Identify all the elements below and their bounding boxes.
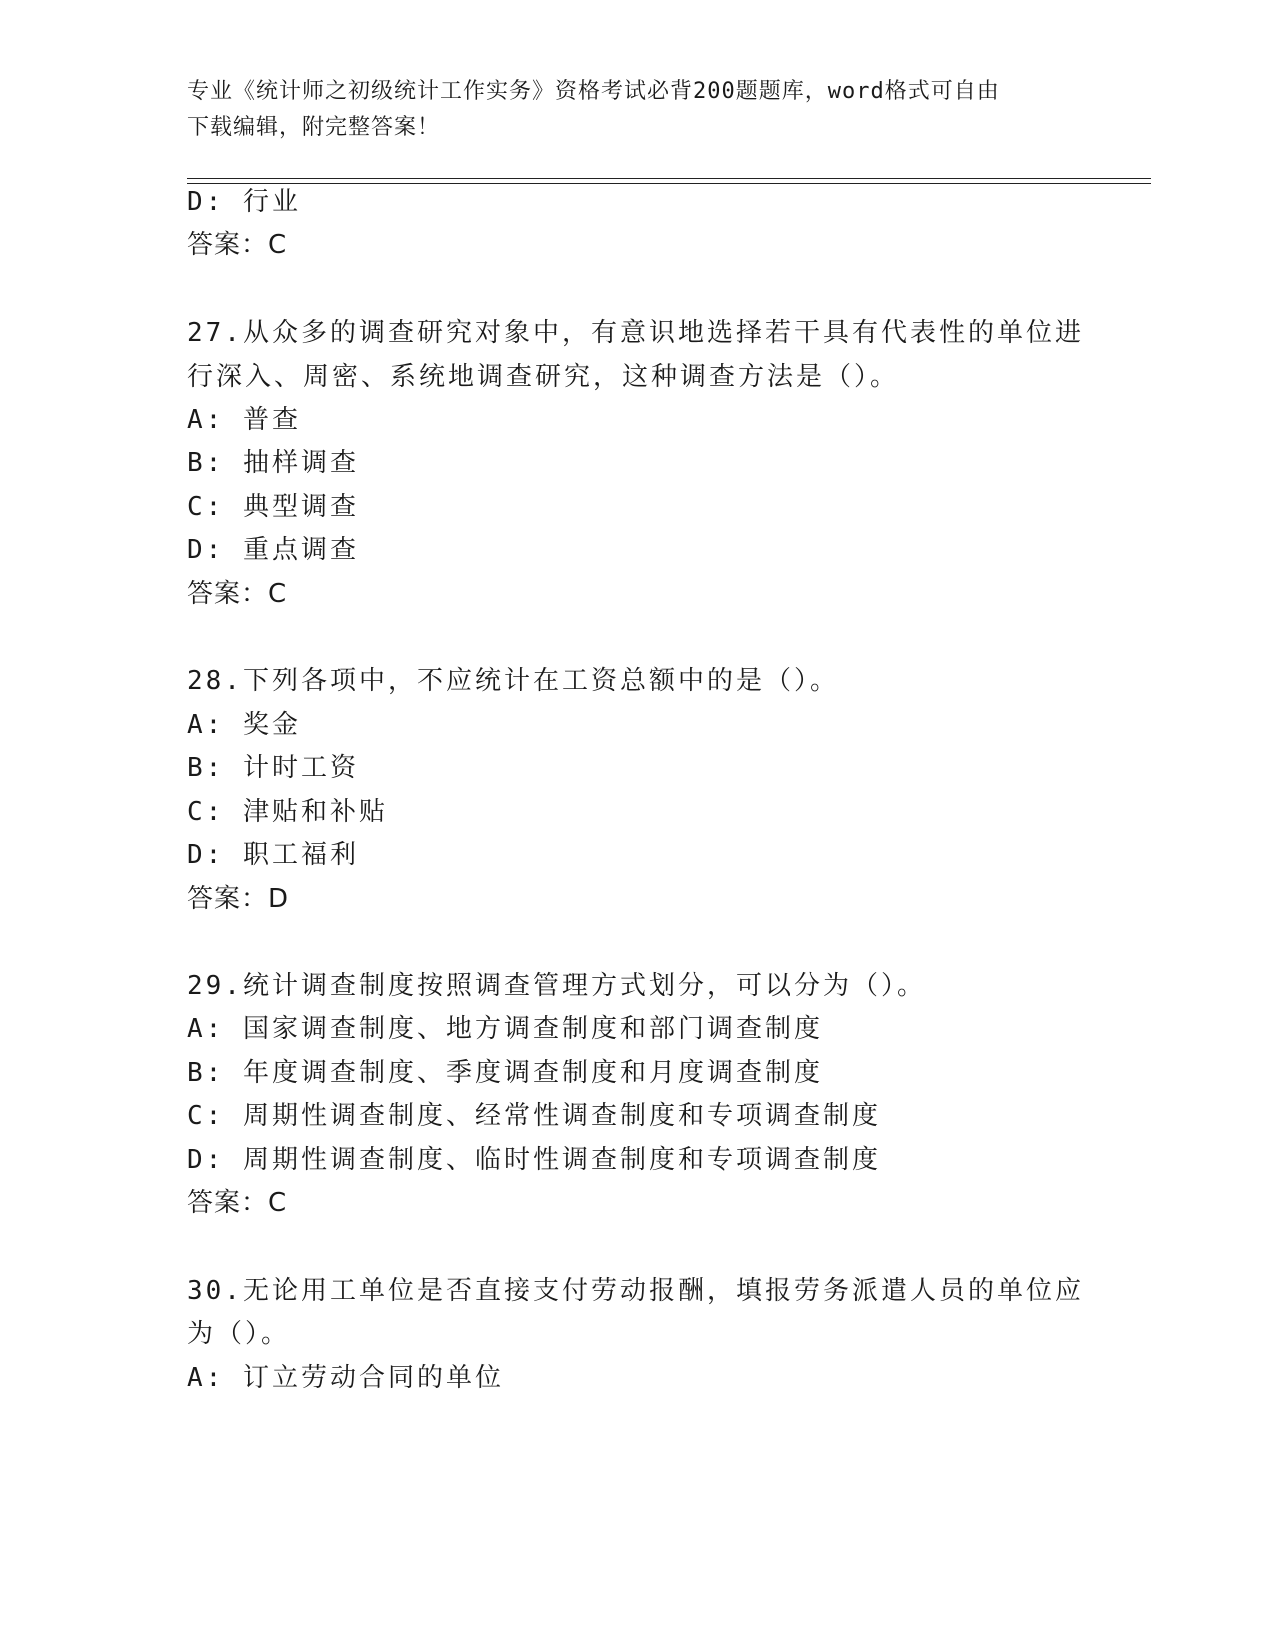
q30-stem-line-2: 为（）。 bbox=[187, 1319, 291, 1349]
q28-stem-line-1: 28.下列各项中，不应统计在工资总额中的是（）。 bbox=[187, 666, 839, 696]
document-header bbox=[187, 74, 1067, 146]
q28-option-b: B: 计时工资 bbox=[187, 753, 359, 783]
q27-option-c: C: 典型调查 bbox=[187, 492, 359, 522]
q28-answer: 答案：D bbox=[187, 884, 290, 914]
q29-option-b: B: 年度调查制度、季度调查制度和月度调查制度 bbox=[187, 1058, 823, 1088]
header-line-1: 专业《统计师之初级统计工作实务》资格考试必背200题题库，word格式可自由 bbox=[187, 79, 1000, 104]
q27-stem-line-1: 27.从众多的调查研究对象中，有意识地选择若干具有代表性的单位进 bbox=[187, 318, 1084, 348]
header-divider-top bbox=[187, 178, 1151, 179]
q28-option-d: D: 职工福利 bbox=[187, 840, 359, 870]
q29-answer: 答案：C bbox=[187, 1188, 288, 1218]
q28-option-a: A: 奖金 bbox=[187, 710, 301, 740]
q27-option-a: A: 普查 bbox=[187, 405, 301, 435]
q29-stem-line-1: 29.统计调查制度按照调查管理方式划分，可以分为（）。 bbox=[187, 971, 926, 1001]
q28-option-c: C: 津贴和补贴 bbox=[187, 797, 388, 827]
header-line-2: 下载编辑，附完整答案！ bbox=[187, 115, 441, 140]
q26-option-d: D: 行业 bbox=[187, 187, 301, 217]
q27-answer: 答案：C bbox=[187, 579, 288, 609]
q26-answer: 答案：C bbox=[187, 230, 288, 260]
q27-stem-line-2: 行深入、周密、系统地调查研究，这种调查方法是（）。 bbox=[187, 362, 900, 392]
q29-option-a: A: 国家调查制度、地方调查制度和部门调查制度 bbox=[187, 1014, 823, 1044]
header-divider-bottom bbox=[187, 183, 1151, 184]
q30-option-a: A: 订立劳动合同的单位 bbox=[187, 1363, 504, 1393]
q27-option-d: D: 重点调查 bbox=[187, 535, 359, 565]
q29-option-c: C: 周期性调查制度、经常性调查制度和专项调查制度 bbox=[187, 1101, 881, 1131]
q30-stem-line-1: 30.无论用工单位是否直接支付劳动报酬，填报劳务派遣人员的单位应 bbox=[187, 1276, 1084, 1306]
q29-option-d: D: 周期性调查制度、临时性调查制度和专项调查制度 bbox=[187, 1145, 881, 1175]
q27-option-b: B: 抽样调查 bbox=[187, 448, 359, 478]
